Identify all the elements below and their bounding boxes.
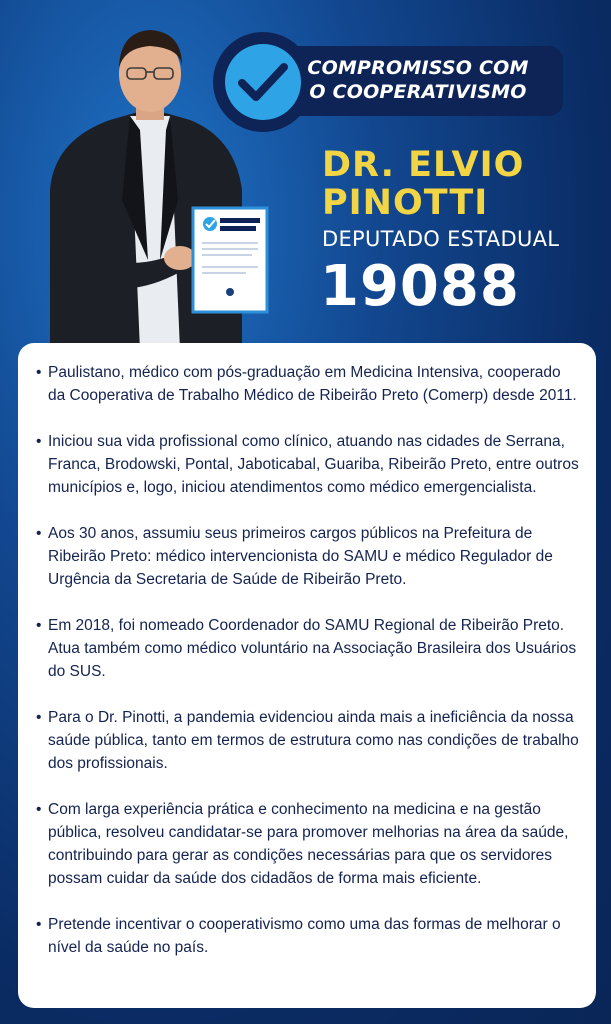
bio-item: • Para o Dr. Pinotti, a pandemia evidenciou ainda mais a ineficiência da nossa saúde pública, tanto em termos de estrutura como nas condições de trabalho dos profissionais. xyxy=(36,709,579,772)
candidate-name xyxy=(322,146,602,222)
commitment-badge xyxy=(213,32,563,132)
bio-item-text: Com larga experiência prática e conhecimento na medicina e na gestão pública, resolveu candidatar-se para promover melhorias na área da saúde, contribuindo para gerar as condições necessárias para que os servidores possam cuidar da saúde dos cidadãos de forma mais eficiente. xyxy=(48,801,569,887)
bio-card xyxy=(18,343,596,1008)
candidate-number: 19088 xyxy=(320,254,520,319)
badge-line-1: COMPROMISSO COM xyxy=(307,57,529,79)
candidate-name-line-2: PINOTTI xyxy=(322,183,489,223)
bio-item-text: Para o Dr. Pinotti, a pandemia evidenciou ainda mais a ineficiência da nossa saúde pública, tanto em termos de estrutura como nas condições de trabalho dos profissionais. xyxy=(48,709,579,772)
bio-item-text: Paulistano, médico com pós-graduação em Medicina Intensiva, cooperado da Cooperativa de Trabalho Médico de Ribeirão Preto (Comerp) desde 2011. xyxy=(48,364,577,404)
bio-item-text: Iniciou sua vida profissional como clínico, atuando nas cidades de Serrana, Franca, Brodowski, Pontal, Jaboticabal, Guariba, Ribeirão Preto, entre outros municípios e, logo, iniciou atendimentos como médico emergencialista. xyxy=(48,433,579,496)
held-document xyxy=(193,208,267,312)
bio-item-text: Aos 30 anos, assumiu seus primeiros cargos públicos na Prefeitura de Ribeirão Preto: médico intervencionista do SAMU e médico Regulador de Urgência da Secretaria de Saúde de Ribeirão Preto. xyxy=(48,525,553,588)
candidate-name-line-1: DR. ELVIO xyxy=(322,145,525,185)
badge-line-2: O COOPERATIVISMO xyxy=(309,81,527,103)
bio-list xyxy=(36,361,580,959)
bio-item-text: Pretende incentivar o cooperativismo como uma das formas de melhorar o nível da saúde no país. xyxy=(48,916,561,956)
badge-text xyxy=(277,56,559,104)
bio-item: • Pretende incentivar o cooperativismo como uma das formas de melhorar o nível da saúde no país. xyxy=(36,916,561,956)
bio-item: • Iniciou sua vida profissional como clínico, atuando nas cidades de Serrana, Franca, Brodowski, Pontal, Jaboticabal, Guariba, Ribeirão Preto, entre outros municípios e, logo, iniciou atendimentos como médico emergencialista. xyxy=(36,433,579,496)
bio-item: • Aos 30 anos, assumiu seus primeiros cargos públicos na Prefeitura de Ribeirão Preto: médico intervencionista do SAMU e médico Regulador de Urgência da Secretaria de Saúde de Ribeirão Preto. xyxy=(36,525,553,588)
bio-item: • Em 2018, foi nomeado Coordenador do SAMU Regional de Ribeirão Preto. Atua também como médico voluntário na Associação Brasileira dos Usuários do SUS. xyxy=(36,617,577,680)
bio-item: • Paulistano, médico com pós-graduação em Medicina Intensiva, cooperado da Cooperativa de Trabalho Médico de Ribeirão Preto (Comerp) desde 2011. xyxy=(36,364,577,404)
bio-item-text: Em 2018, foi nomeado Coordenador do SAMU Regional de Ribeirão Preto. Atua também como médico voluntário na Associação Brasileira dos Usuários do SUS. xyxy=(48,617,577,680)
candidate-role: DEPUTADO ESTADUAL xyxy=(322,227,560,251)
bio-item: • Com larga experiência prática e conhecimento na medicina e na gestão pública, resolveu candidatar-se para promover melhorias na área da saúde, contribuindo para gerar as condições necessárias para que os servidores possam cuidar da saúde dos cidadãos de forma mais eficiente. xyxy=(36,801,569,887)
